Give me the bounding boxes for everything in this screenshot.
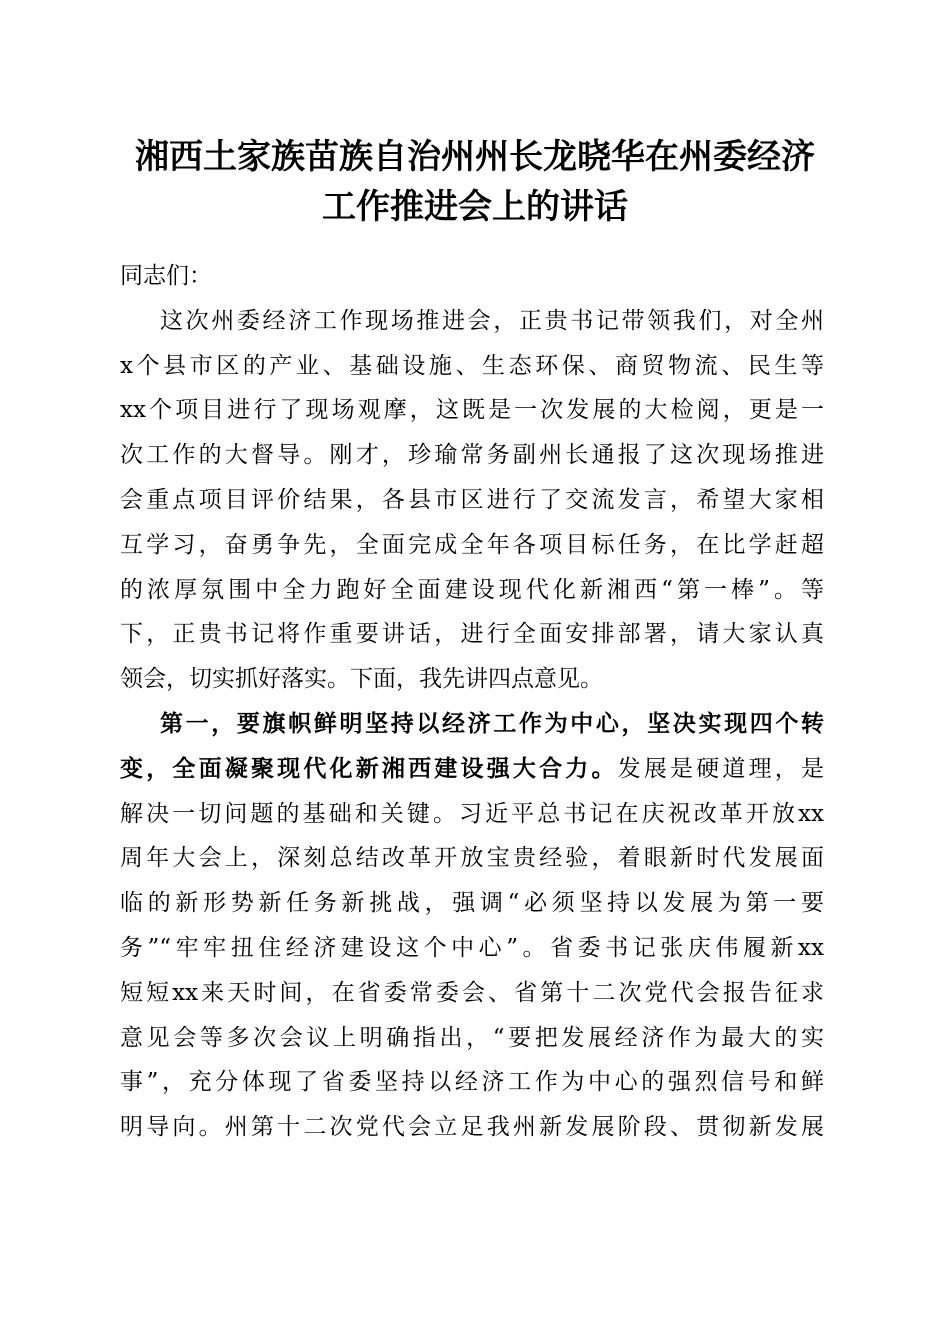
paragraph-1-line: 领会，切实抓好落实。下面，我先讲四点意见。 xyxy=(120,666,603,693)
title-line-2: 工作推进会上的讲话 xyxy=(322,187,628,227)
paragraph-2-line: 短短xx来天时间，在省委常委会、省第十二次党代会报告征求 xyxy=(120,979,824,1006)
paragraph-1-line: 会重点项目评价结果，各县市区进行了交流发言，希望大家相 xyxy=(120,486,824,513)
document-body xyxy=(120,254,824,1150)
paragraph-2-line: 意见会等多次会议上明确指出，“要把发展经济作为最大的实 xyxy=(120,1024,824,1051)
paragraph-1-line: 次工作的大督导。刚才，珍瑜常务副州长通报了这次现场推进 xyxy=(120,442,824,469)
paragraph-1-line: 的浓厚氛围中全力跑好全面建设现代化新湘西“第一棒”。等 xyxy=(120,576,824,603)
paragraph-1-line: 这次州委经济工作现场推进会，正贵书记带领我们，对全州 xyxy=(160,307,824,334)
paragraph-2-line: 事”，充分体现了省委坚持以经济工作为中心的强烈信号和鲜 xyxy=(120,1069,824,1096)
document-title xyxy=(108,132,842,232)
paragraph-2-line-rest: 发展是硬道理，是 xyxy=(617,755,825,782)
title-line-1: 湘西土家族苗族自治州州长龙晓华在州委经济 xyxy=(135,137,815,177)
paragraph-2-line: 临的新形势新任务新挑战，强调“必须坚持以发展为第一要 xyxy=(120,890,824,917)
paragraph-2-line: 周年大会上，深刻总结改革开放宝贵经验，着眼新时代发展面 xyxy=(120,845,824,872)
paragraph-2-heading-line: 第一，要旗帜鲜明坚持以经济工作为中心，坚决实现四个转 xyxy=(160,709,824,737)
paragraph-1-line: 下，正贵书记将作重要讲话，进行全面安排部署，请大家认真 xyxy=(120,621,824,648)
paragraph-1-line: x个县市区的产业、基础设施、生态环保、商贸物流、民生等 xyxy=(120,352,824,379)
paragraph-2-heading-end: 变，全面凝聚现代化新湘西建设强大合力。 xyxy=(120,754,618,782)
paragraph-1-line: 互学习，奋勇争先，全面完成全年各项目标任务，在比学赶超 xyxy=(120,531,824,558)
paragraph-2-line: 明导向。州第十二次党代会立足我州新发展阶段、贯彻新发展 xyxy=(120,1114,824,1141)
salutation: 同志们： xyxy=(120,263,212,289)
paragraph-2-line xyxy=(120,747,824,792)
paragraph-2-line: 解决一切问题的基础和关键。习近平总书记在庆祝改革开放xx xyxy=(120,800,824,827)
paragraph-1-line: xx个项目进行了现场观摩，这既是一次发展的大检阅，更是一 xyxy=(120,397,824,424)
paragraph-2-line: 务”“牢牢扭住经济建设这个中心”。省委书记张庆伟履新xx xyxy=(120,934,824,961)
